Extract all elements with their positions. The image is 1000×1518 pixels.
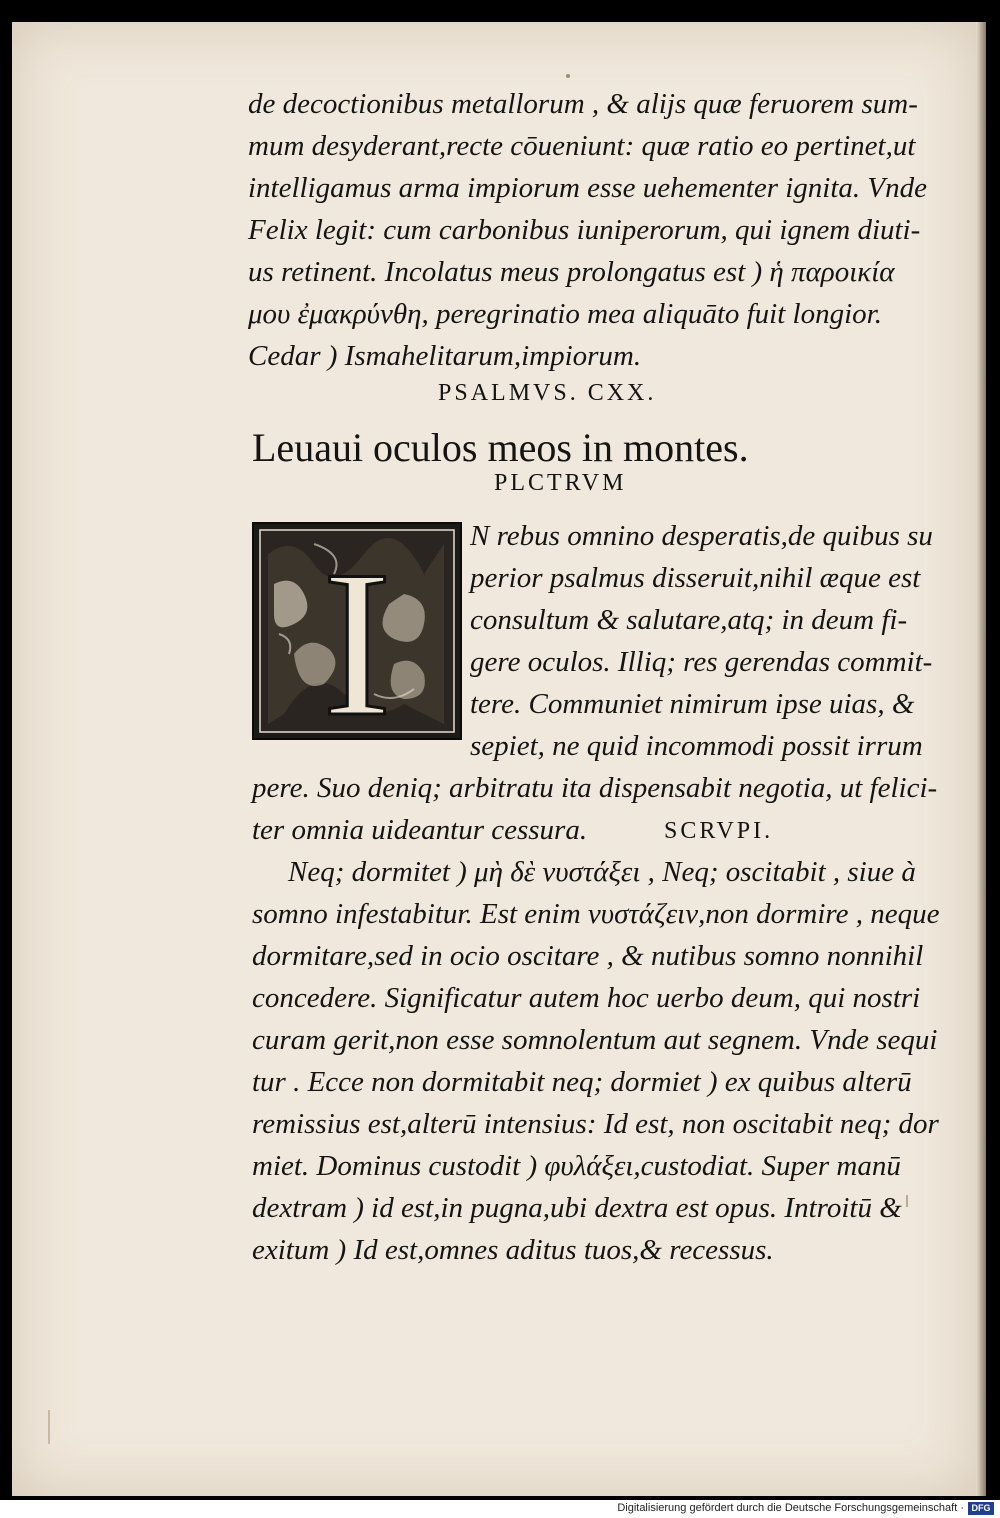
text-line: concedere. Significatur autem hoc uerbo deum, qui nostri	[252, 982, 921, 1014]
decorated-initial	[252, 522, 462, 740]
text-line: consultum & salutare,atq; in deum fi-	[470, 604, 908, 636]
psalm-heading: PSALMVS. CXX.	[438, 380, 657, 406]
text-line: Felix legit: cum carbonibus iuniperorum, qui ignem diuti-	[248, 214, 921, 246]
text-line: N rebus omnino desperatis,de quibus su	[470, 520, 933, 552]
dfg-logo-icon: DFG	[968, 1502, 994, 1515]
text-line: mum desyderant,recte cōueniunt: quæ ratio eo pertinet,ut	[248, 130, 916, 162]
psalm-title: Leuaui oculos meos in montes.	[252, 425, 749, 470]
text-line: curam gerit,non esse somnolentum aut segnem. Vnde sequi	[252, 1024, 938, 1056]
text-line: somno infestabitur. Est enim νυστάζειν,non dormire , neque	[252, 898, 940, 930]
text-line: perior psalmus disseruit,nihil æque est	[470, 562, 921, 594]
text-line: miet. Dominus custodit ) φυλάξει,custodiat. Super manū	[252, 1150, 901, 1182]
text-line: tur . Ecce non dormitabit neq; dormiet ) ex quibus alterū	[252, 1066, 912, 1098]
drop-cap-letter: I	[322, 528, 392, 738]
text-line: tere. Communiet nimirum ipse uias, &	[470, 688, 915, 720]
text-line: ter omnia uideantur cessura.	[252, 814, 588, 846]
text-line: dextram ) id est,in pugna,ubi dextra est opus. Introitū &	[252, 1192, 902, 1224]
text-line: Neq; dormitet ) μὴ δὲ νυστάξει , Neq; oscitabit , siue à	[288, 856, 916, 888]
text-line: de decoctionibus metallorum , & alijs quæ feruorem sum-	[248, 88, 918, 120]
text-line: gere oculos. Illiq; res gerendas commit-	[470, 646, 933, 678]
page-mark-left	[48, 1410, 50, 1444]
page-edge-shadow	[976, 22, 986, 1496]
text-line: exitum ) Id est,omnes aditus tuos,& recessus.	[252, 1234, 774, 1266]
text-line: intelligamus arma impiorum esse uehementer ignita. Vnde	[248, 172, 927, 204]
text-line: μου ἐμακρύνθη, peregrinatio mea aliquāto fuit longior.	[248, 298, 882, 330]
woodcut-ornament-icon	[254, 524, 460, 738]
text-line: sepiet, ne quid incommodi possit irrum	[470, 730, 923, 762]
text-line: remissius est,alterū intensius: Id est, non oscitabit neq; dor	[252, 1108, 939, 1140]
text-line: dormitare,sed in ocio oscitare , & nutibus somno nonnihil	[252, 940, 924, 972]
page-mark	[906, 1195, 908, 1207]
text-line: pere. Suo deniq; arbitratu ita dispensabit negotia, ut felici-	[252, 772, 938, 804]
text-line: us retinent. Incolatus meus prolongatus est ) ἡ παροικία	[248, 256, 895, 288]
text-line: Cedar ) Ismahelitarum,impiorum.	[248, 340, 642, 372]
page-speck	[566, 74, 570, 78]
footer-credit: Digitalisierung gefördert durch die Deutsche Forschungsgemeinschaft ·	[617, 1502, 964, 1514]
scrupi-heading: SCRVPI.	[664, 818, 774, 844]
plectrum-heading: PLCTRVM	[494, 470, 627, 496]
